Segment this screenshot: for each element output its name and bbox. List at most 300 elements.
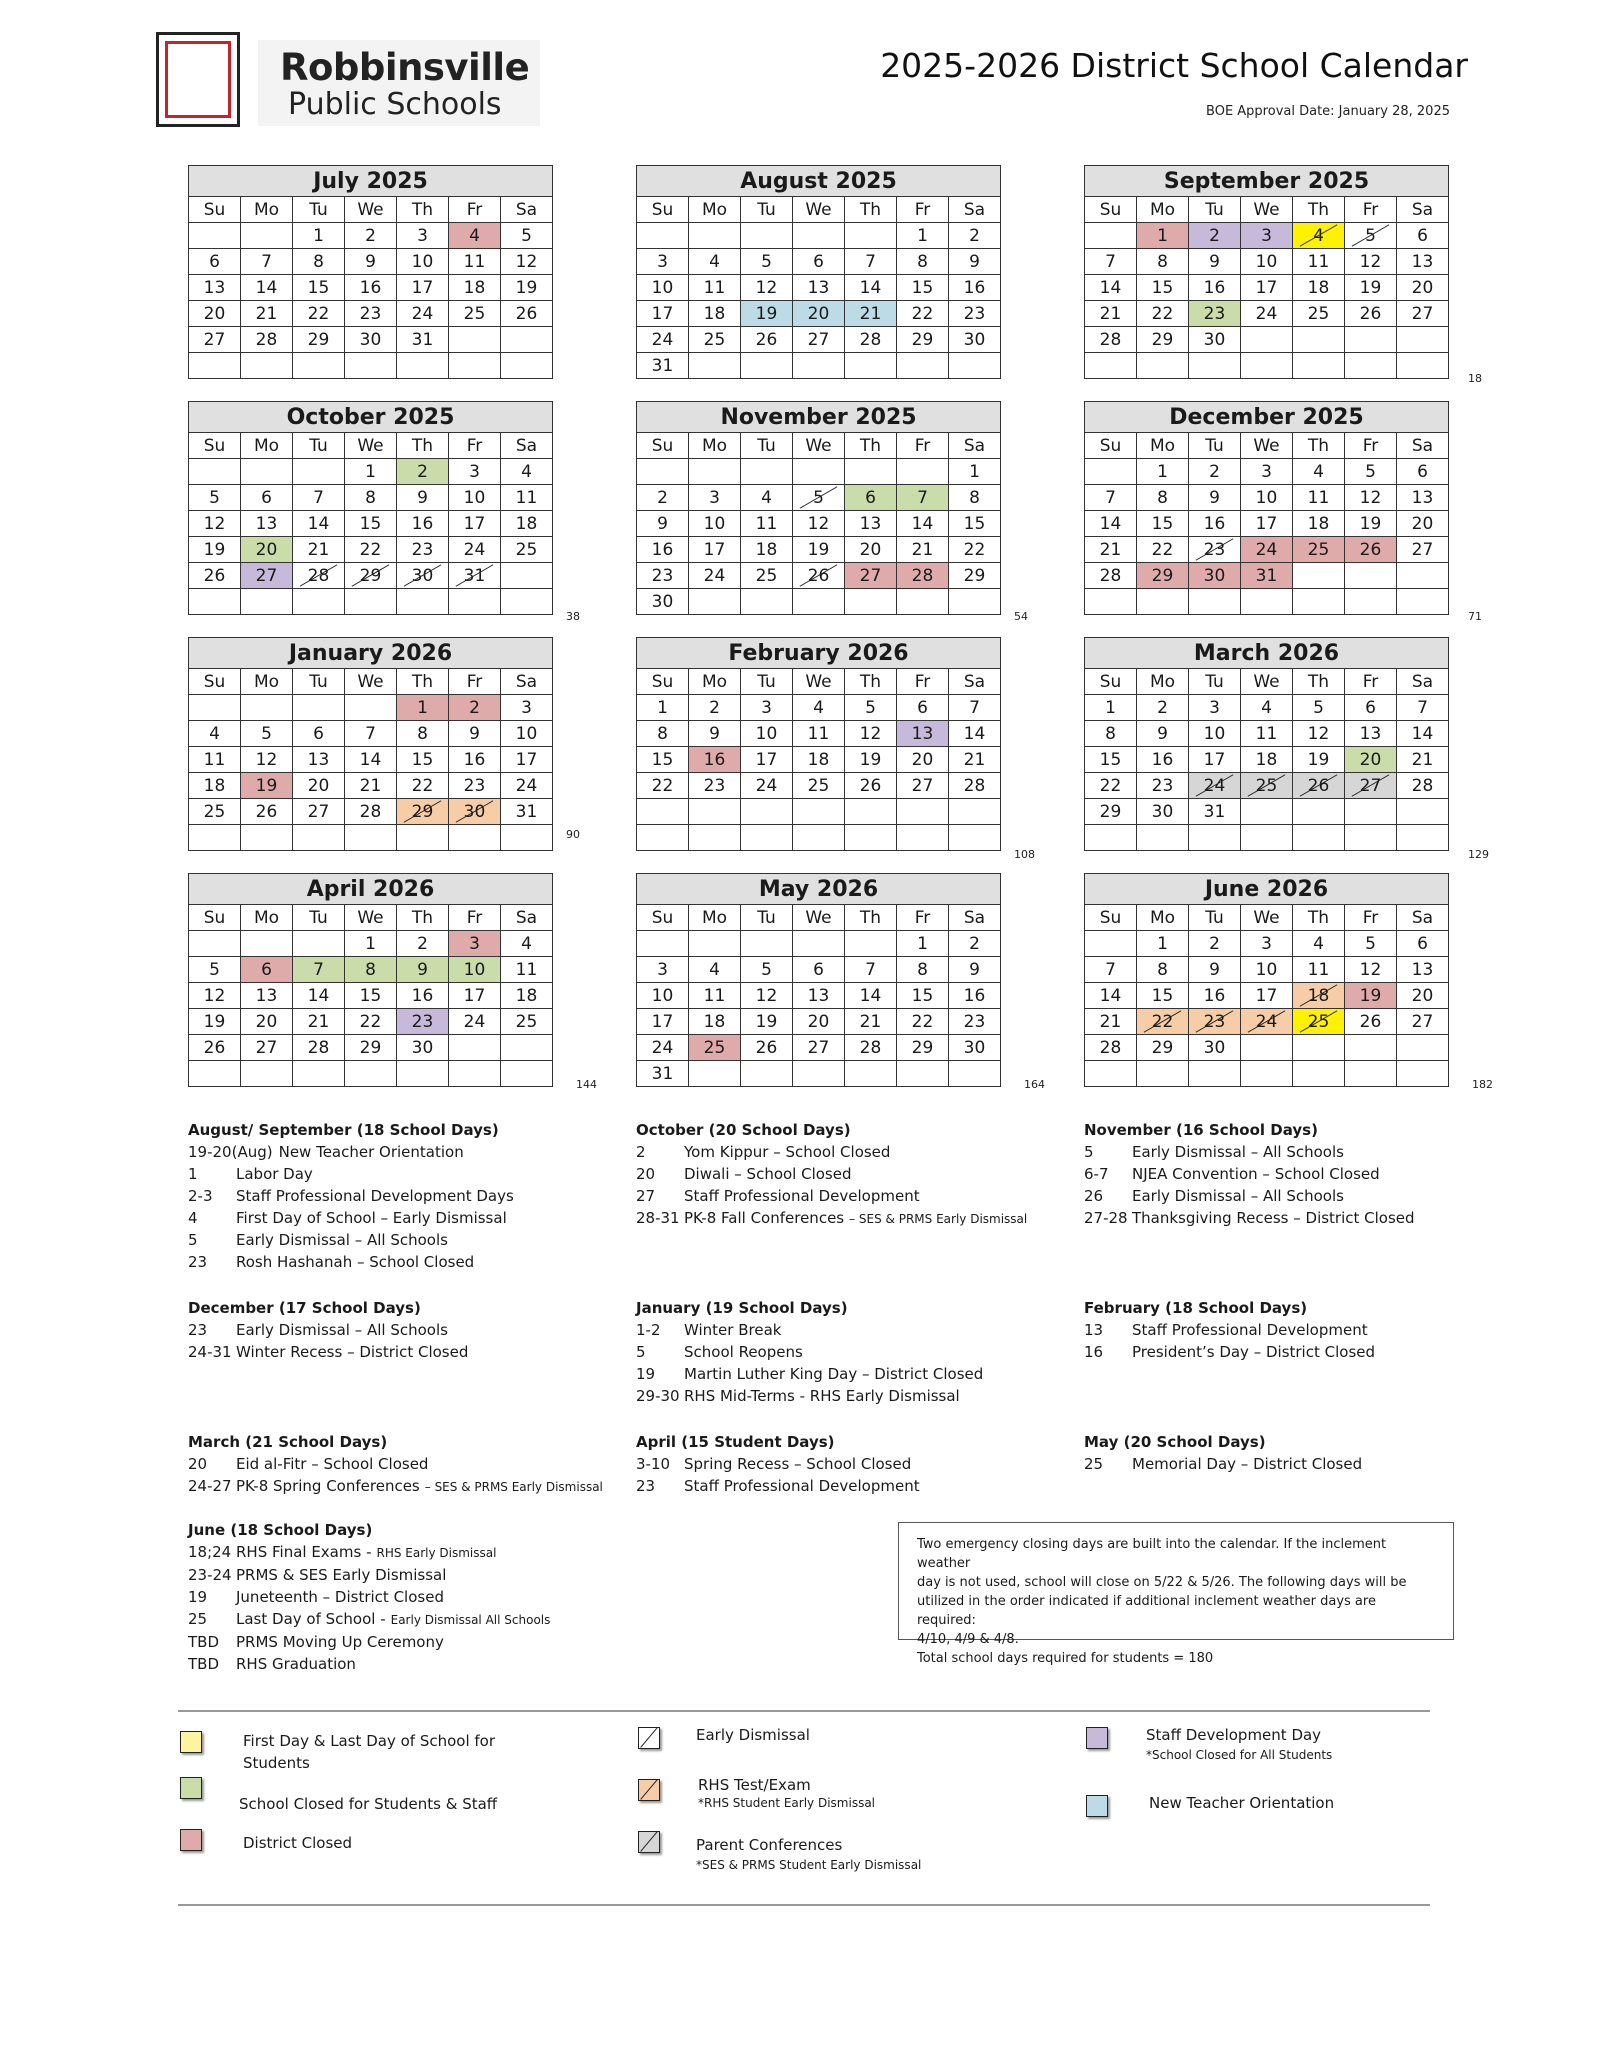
weekday-header: Th xyxy=(397,669,449,695)
calendar-day: 2 xyxy=(949,223,1001,249)
empty-day-cell xyxy=(1241,327,1293,353)
empty-day-cell xyxy=(637,825,689,851)
calendar-day: 6 xyxy=(793,249,845,275)
calendar-day: 11 xyxy=(189,747,241,773)
empty-day-cell xyxy=(1189,353,1241,379)
notes-heading: June (18 School Days) xyxy=(188,1521,373,1539)
legend-staff-dev xyxy=(1146,1724,1332,1766)
calendar-day: 20 xyxy=(1397,511,1449,537)
approval-date: BOE Approval Date: January 28, 2025 xyxy=(1206,104,1450,119)
calendar-day: 8 xyxy=(345,485,397,511)
empty-day-cell xyxy=(1397,353,1449,379)
calendar-day: 18 xyxy=(501,511,553,537)
empty-day-cell xyxy=(1137,825,1189,851)
weekday-header: We xyxy=(1241,197,1293,223)
weekday-header: Th xyxy=(397,905,449,931)
calendar-day: 17 xyxy=(1241,275,1293,301)
calendar-day: 5 xyxy=(1345,459,1397,485)
calendar-day: 16 xyxy=(949,983,1001,1009)
notes-december xyxy=(188,1297,468,1363)
notes-item-date: 16 xyxy=(1084,1343,1104,1361)
calendar-day: 23 xyxy=(689,773,741,799)
calendar-day: 6 xyxy=(793,957,845,983)
empty-day-cell xyxy=(845,589,897,615)
weekday-header: Sa xyxy=(501,197,553,223)
weekday-header: Sa xyxy=(501,905,553,931)
weekday-header: Fr xyxy=(1345,433,1397,459)
calendar-day: 10 xyxy=(741,721,793,747)
empty-day-cell xyxy=(897,799,949,825)
empty-day-cell xyxy=(1345,825,1397,851)
calendar-day: 20 xyxy=(241,1009,293,1035)
notes-item-text: NJEA Convention – School Closed xyxy=(1132,1165,1380,1183)
empty-day-cell xyxy=(793,1061,845,1087)
weather-line-4: 4/10, 4/9 & 4/8. xyxy=(917,1632,1019,1647)
calendar-day: 20 xyxy=(845,537,897,563)
calendar-day: 16 xyxy=(1189,275,1241,301)
notes-item-date: 28-31 xyxy=(636,1209,680,1227)
empty-day-cell xyxy=(293,931,345,957)
empty-day-cell xyxy=(741,223,793,249)
calendar-day: 5 xyxy=(1293,695,1345,721)
calendar-day: 6 xyxy=(293,721,345,747)
calendar-day: 29 xyxy=(1085,799,1137,825)
calendar-day: 17 xyxy=(449,983,501,1009)
month-january-2026 xyxy=(188,637,553,851)
empty-day-cell xyxy=(189,1061,241,1087)
calendar-day: 17 xyxy=(1189,747,1241,773)
empty-day-cell xyxy=(1397,1061,1449,1087)
legend-parent-conf-note: *SES & PRMS Student Early Dismissal xyxy=(696,1858,922,1872)
notes-may xyxy=(1084,1431,1362,1475)
empty-day-cell xyxy=(501,563,553,589)
weekday-header: Mo xyxy=(1137,433,1189,459)
calendar-day: 13 xyxy=(241,983,293,1009)
notes-heading: April (15 Student Days) xyxy=(636,1433,835,1451)
notes-item xyxy=(1084,1341,1375,1363)
empty-day-cell xyxy=(1085,223,1137,249)
calendar-day: 28 xyxy=(241,327,293,353)
logo-line-2: Public Schools xyxy=(288,87,502,122)
notes-item-date: TBD xyxy=(188,1655,220,1673)
weekday-header: Fr xyxy=(449,669,501,695)
calendar-day: 7 xyxy=(293,957,345,983)
calendar-day: 22 xyxy=(897,1009,949,1035)
calendar-day: 9 xyxy=(949,249,1001,275)
calendar-day: 14 xyxy=(897,511,949,537)
calendar-day: 4 xyxy=(1293,459,1345,485)
notes-item-date: 19 xyxy=(636,1365,656,1383)
notes-heading: October (20 School Days) xyxy=(636,1121,851,1139)
calendar-day: 27 xyxy=(793,1035,845,1061)
calendar-day: 19 xyxy=(1345,983,1397,1009)
weekday-header: Fr xyxy=(1345,197,1397,223)
notes-heading: November (16 School Days) xyxy=(1084,1121,1318,1139)
calendar-day: 13 xyxy=(897,721,949,747)
weekday-header: Su xyxy=(1085,197,1137,223)
calendar-day: 8 xyxy=(1137,957,1189,983)
calendar-day: 18 xyxy=(1293,275,1345,301)
calendar-day: 14 xyxy=(1397,721,1449,747)
month-title: March 2026 xyxy=(1085,638,1449,669)
empty-day-cell xyxy=(189,695,241,721)
notes-item xyxy=(1084,1185,1415,1207)
calendar-day: 31 xyxy=(1241,563,1293,589)
weekday-header: Su xyxy=(1085,905,1137,931)
calendar-day: 3 xyxy=(689,485,741,511)
calendar-day: 12 xyxy=(1293,721,1345,747)
calendar-day: 14 xyxy=(241,275,293,301)
calendar-day: 22 xyxy=(345,537,397,563)
legend-first-last-swatch xyxy=(180,1731,202,1753)
notes-item-text: Juneteenth – District Closed xyxy=(236,1588,444,1606)
weekday-header: Sa xyxy=(501,669,553,695)
empty-day-cell xyxy=(1241,1035,1293,1061)
calendar-day: 24 xyxy=(1241,537,1293,563)
weekday-header: Sa xyxy=(501,433,553,459)
empty-day-cell xyxy=(689,223,741,249)
empty-day-cell xyxy=(1241,589,1293,615)
weekday-header: We xyxy=(345,433,397,459)
weekday-header: Th xyxy=(1293,669,1345,695)
calendar-day: 2 xyxy=(1189,931,1241,957)
calendar-day: 6 xyxy=(241,957,293,983)
weekday-header: Th xyxy=(1293,905,1345,931)
weekday-header: Tu xyxy=(1189,197,1241,223)
calendar-day: 20 xyxy=(1345,747,1397,773)
calendar-day: 4 xyxy=(189,721,241,747)
calendar-day: 7 xyxy=(241,249,293,275)
calendar-day: 19 xyxy=(1345,275,1397,301)
weekday-header: We xyxy=(1241,433,1293,459)
legend-staff-dev-note: *School Closed for All Students xyxy=(1146,1748,1333,1762)
calendar-day: 4 xyxy=(1293,223,1345,249)
calendar-day: 11 xyxy=(449,249,501,275)
empty-day-cell xyxy=(241,931,293,957)
notes-item xyxy=(636,1385,983,1407)
calendar-day: 1 xyxy=(1085,695,1137,721)
calendar-day: 24 xyxy=(1241,1009,1293,1035)
calendar-day: 15 xyxy=(397,747,449,773)
calendar-day: 1 xyxy=(637,695,689,721)
calendar-day: 30 xyxy=(397,563,449,589)
calendar-day: 23 xyxy=(637,563,689,589)
notes-item-date: 20 xyxy=(188,1455,208,1473)
calendar-day: 31 xyxy=(637,1061,689,1087)
calendar-day: 26 xyxy=(793,563,845,589)
legend-parent-conf-label: Parent Conferences xyxy=(696,1836,843,1854)
calendar-day: 18 xyxy=(689,301,741,327)
calendar-day: 22 xyxy=(1085,773,1137,799)
calendar-day: 28 xyxy=(345,799,397,825)
calendar-day: 16 xyxy=(949,275,1001,301)
calendar-day: 3 xyxy=(501,695,553,721)
calendar-day: 1 xyxy=(897,931,949,957)
calendar-day: 8 xyxy=(345,957,397,983)
empty-day-cell xyxy=(793,825,845,851)
weekday-header: Tu xyxy=(1189,433,1241,459)
weekday-header: Tu xyxy=(741,433,793,459)
month-november-2025 xyxy=(636,401,1001,615)
weekday-header: Mo xyxy=(1137,197,1189,223)
calendar-day: 6 xyxy=(1397,459,1449,485)
weekday-header: Mo xyxy=(689,905,741,931)
notes-item-date: 1-2 xyxy=(636,1321,661,1339)
month-title: February 2026 xyxy=(637,638,1001,669)
empty-day-cell xyxy=(1241,353,1293,379)
notes-item-date: TBD xyxy=(188,1633,220,1651)
empty-day-cell xyxy=(1397,825,1449,851)
month-title: July 2025 xyxy=(189,166,553,197)
calendar-day: 7 xyxy=(1085,249,1137,275)
calendar-day: 28 xyxy=(1085,327,1137,353)
notes-item-date: 1 xyxy=(188,1165,198,1183)
calendar-day: 3 xyxy=(1241,459,1293,485)
calendar-day: 27 xyxy=(1397,1009,1449,1035)
calendar-day: 31 xyxy=(637,353,689,379)
calendar-day: 16 xyxy=(345,275,397,301)
empty-day-cell xyxy=(1397,799,1449,825)
calendar-day: 22 xyxy=(397,773,449,799)
calendar-day: 21 xyxy=(1085,1009,1137,1035)
empty-day-cell xyxy=(845,931,897,957)
empty-day-cell xyxy=(741,931,793,957)
notes-item-date: 5 xyxy=(1084,1143,1094,1161)
weekday-header: Fr xyxy=(897,669,949,695)
notes-item xyxy=(188,1229,514,1251)
calendar-day: 12 xyxy=(741,275,793,301)
calendar-day: 15 xyxy=(345,511,397,537)
calendar-day: 11 xyxy=(501,485,553,511)
calendar-day: 13 xyxy=(293,747,345,773)
empty-day-cell xyxy=(741,589,793,615)
weekday-header: Fr xyxy=(897,433,949,459)
calendar-day: 30 xyxy=(949,327,1001,353)
calendar-day: 9 xyxy=(1189,957,1241,983)
calendar-day: 30 xyxy=(949,1035,1001,1061)
calendar-day: 20 xyxy=(189,301,241,327)
calendar-day: 26 xyxy=(1293,773,1345,799)
empty-day-cell xyxy=(1293,327,1345,353)
empty-day-cell xyxy=(1397,589,1449,615)
weekday-header: We xyxy=(793,905,845,931)
calendar-day: 30 xyxy=(1189,1035,1241,1061)
weekday-header: We xyxy=(345,669,397,695)
calendar-day: 15 xyxy=(345,983,397,1009)
weekday-header: We xyxy=(345,905,397,931)
empty-day-cell xyxy=(689,459,741,485)
notes-item-text: New Teacher Orientation xyxy=(278,1143,464,1161)
legend-staff-dev-swatch xyxy=(1086,1727,1108,1749)
notes-heading: March (21 School Days) xyxy=(188,1433,388,1451)
calendar-day: 4 xyxy=(689,957,741,983)
notes-item xyxy=(188,1608,550,1631)
notes-item-text: RHS Graduation xyxy=(236,1655,356,1673)
notes-item xyxy=(188,1564,550,1586)
notes-item-text: Diwali – School Closed xyxy=(684,1165,852,1183)
empty-day-cell xyxy=(501,589,553,615)
calendar-day: 30 xyxy=(637,589,689,615)
calendar-day: 16 xyxy=(449,747,501,773)
calendar-day: 11 xyxy=(1293,249,1345,275)
calendar-day: 28 xyxy=(1397,773,1449,799)
legend-divider-top xyxy=(178,1710,1430,1712)
empty-day-cell xyxy=(845,459,897,485)
calendar-day: 16 xyxy=(689,747,741,773)
weekday-header: Fr xyxy=(897,197,949,223)
calendar-day: 9 xyxy=(949,957,1001,983)
calendar-day: 3 xyxy=(397,223,449,249)
empty-day-cell xyxy=(189,589,241,615)
legend-parent-conf xyxy=(696,1834,921,1876)
legend-staff-dev-label: Staff Development Day xyxy=(1146,1726,1322,1744)
empty-day-cell xyxy=(1293,825,1345,851)
weekday-header: Th xyxy=(397,197,449,223)
calendar-day: 18 xyxy=(741,537,793,563)
calendar-day: 9 xyxy=(637,511,689,537)
empty-day-cell xyxy=(897,353,949,379)
notes-item-date: 23 xyxy=(188,1253,208,1271)
weekday-header: Th xyxy=(845,433,897,459)
empty-day-cell xyxy=(689,931,741,957)
empty-day-cell xyxy=(501,353,553,379)
calendar-day: 17 xyxy=(449,511,501,537)
notes-item-text: Eid al-Fitr – School Closed xyxy=(236,1455,429,1473)
empty-day-cell xyxy=(397,825,449,851)
notes-item xyxy=(636,1319,983,1341)
calendar-day: 28 xyxy=(293,563,345,589)
notes-item xyxy=(188,1653,550,1675)
calendar-day: 16 xyxy=(1137,747,1189,773)
calendar-day: 14 xyxy=(845,983,897,1009)
calendar-day: 13 xyxy=(1345,721,1397,747)
calendar-day: 29 xyxy=(897,1035,949,1061)
calendar-day: 20 xyxy=(793,1009,845,1035)
calendar-day: 29 xyxy=(1137,327,1189,353)
weekday-header: We xyxy=(793,197,845,223)
calendar-day: 25 xyxy=(1241,773,1293,799)
notes-item-date: 2 xyxy=(636,1143,646,1161)
calendar-day: 30 xyxy=(1189,563,1241,589)
calendar-day: 1 xyxy=(1137,459,1189,485)
weekday-header: Sa xyxy=(949,669,1001,695)
weather-line-5: Total school days required for students = 180 xyxy=(917,1651,1214,1666)
calendar-day: 17 xyxy=(741,747,793,773)
calendar-day: 22 xyxy=(1137,301,1189,327)
calendar-day: 28 xyxy=(1085,563,1137,589)
calendar-day: 8 xyxy=(1137,485,1189,511)
calendar-day: 30 xyxy=(345,327,397,353)
empty-day-cell xyxy=(845,223,897,249)
notes-heading: January (19 School Days) xyxy=(636,1299,848,1317)
calendar-day: 7 xyxy=(293,485,345,511)
calendar-day: 27 xyxy=(1345,773,1397,799)
weekday-header: Th xyxy=(845,197,897,223)
weekday-header: Tu xyxy=(293,433,345,459)
calendar-day: 9 xyxy=(345,249,397,275)
weekday-header: Sa xyxy=(1397,197,1449,223)
weekday-header: Th xyxy=(845,905,897,931)
cumulative-day-count: 144 xyxy=(576,1078,597,1091)
weekday-header: Th xyxy=(845,669,897,695)
empty-day-cell xyxy=(741,799,793,825)
month-title: October 2025 xyxy=(189,402,553,433)
month-march-2026 xyxy=(1084,637,1449,851)
notes-heading: February (18 School Days) xyxy=(1084,1299,1308,1317)
calendar-day: 26 xyxy=(1345,537,1397,563)
district-logo-text xyxy=(258,40,540,126)
calendar-day: 10 xyxy=(501,721,553,747)
notes-item-subnote: – SES & PRMS Early Dismissal xyxy=(849,1212,1028,1226)
empty-day-cell xyxy=(637,459,689,485)
month-title: November 2025 xyxy=(637,402,1001,433)
calendar-day: 10 xyxy=(397,249,449,275)
calendar-day: 29 xyxy=(293,327,345,353)
calendar-day: 1 xyxy=(397,695,449,721)
empty-day-cell xyxy=(1241,799,1293,825)
weekday-header: We xyxy=(1241,669,1293,695)
cumulative-day-count: 164 xyxy=(1024,1078,1045,1091)
empty-day-cell xyxy=(1085,931,1137,957)
calendar-day: 14 xyxy=(293,983,345,1009)
calendar-day: 25 xyxy=(689,327,741,353)
empty-day-cell xyxy=(897,459,949,485)
calendar-day: 10 xyxy=(1241,249,1293,275)
calendar-day: 21 xyxy=(293,537,345,563)
empty-day-cell xyxy=(241,353,293,379)
logo-line-1: Robbinsville xyxy=(280,46,530,89)
weekday-header: We xyxy=(345,197,397,223)
calendar-day: 11 xyxy=(793,721,845,747)
weekday-header: Sa xyxy=(949,433,1001,459)
empty-day-cell xyxy=(1345,1061,1397,1087)
calendar-day: 14 xyxy=(293,511,345,537)
weather-line-1: Two emergency closing days are built into the calendar. If the inclement weather xyxy=(917,1537,1387,1571)
legend-school-closed-label: School Closed for Students & Staff xyxy=(239,1795,498,1813)
empty-day-cell xyxy=(293,459,345,485)
calendar-day: 16 xyxy=(637,537,689,563)
calendar-day: 1 xyxy=(345,931,397,957)
calendar-day: 20 xyxy=(897,747,949,773)
notes-item xyxy=(636,1341,983,1363)
month-july-2025 xyxy=(188,165,553,379)
calendar-day: 13 xyxy=(1397,249,1449,275)
weekday-header: Fr xyxy=(449,197,501,223)
notes-item-date: 26 xyxy=(1084,1187,1104,1205)
weekday-header: Tu xyxy=(741,197,793,223)
empty-day-cell xyxy=(845,825,897,851)
empty-day-cell xyxy=(1137,589,1189,615)
empty-day-cell xyxy=(189,825,241,851)
calendar-day: 30 xyxy=(397,1035,449,1061)
calendar-day: 1 xyxy=(1137,931,1189,957)
empty-day-cell xyxy=(449,589,501,615)
calendar-day: 21 xyxy=(1085,301,1137,327)
calendar-day: 11 xyxy=(1293,957,1345,983)
empty-day-cell xyxy=(897,1061,949,1087)
calendar-day: 15 xyxy=(1137,983,1189,1009)
calendar-day: 27 xyxy=(1397,537,1449,563)
cumulative-day-count: 90 xyxy=(566,828,580,841)
notes-item-text: Spring Recess – School Closed xyxy=(684,1455,912,1473)
notes-item-date: 23-24 xyxy=(188,1566,232,1584)
legend-rhs-test-swatch xyxy=(638,1779,660,1801)
calendar-day: 22 xyxy=(345,1009,397,1035)
weekday-header: Tu xyxy=(293,905,345,931)
notes-item-date: 6-7 xyxy=(1084,1165,1109,1183)
calendar-day: 19 xyxy=(845,747,897,773)
calendar-day: 19 xyxy=(741,1009,793,1035)
